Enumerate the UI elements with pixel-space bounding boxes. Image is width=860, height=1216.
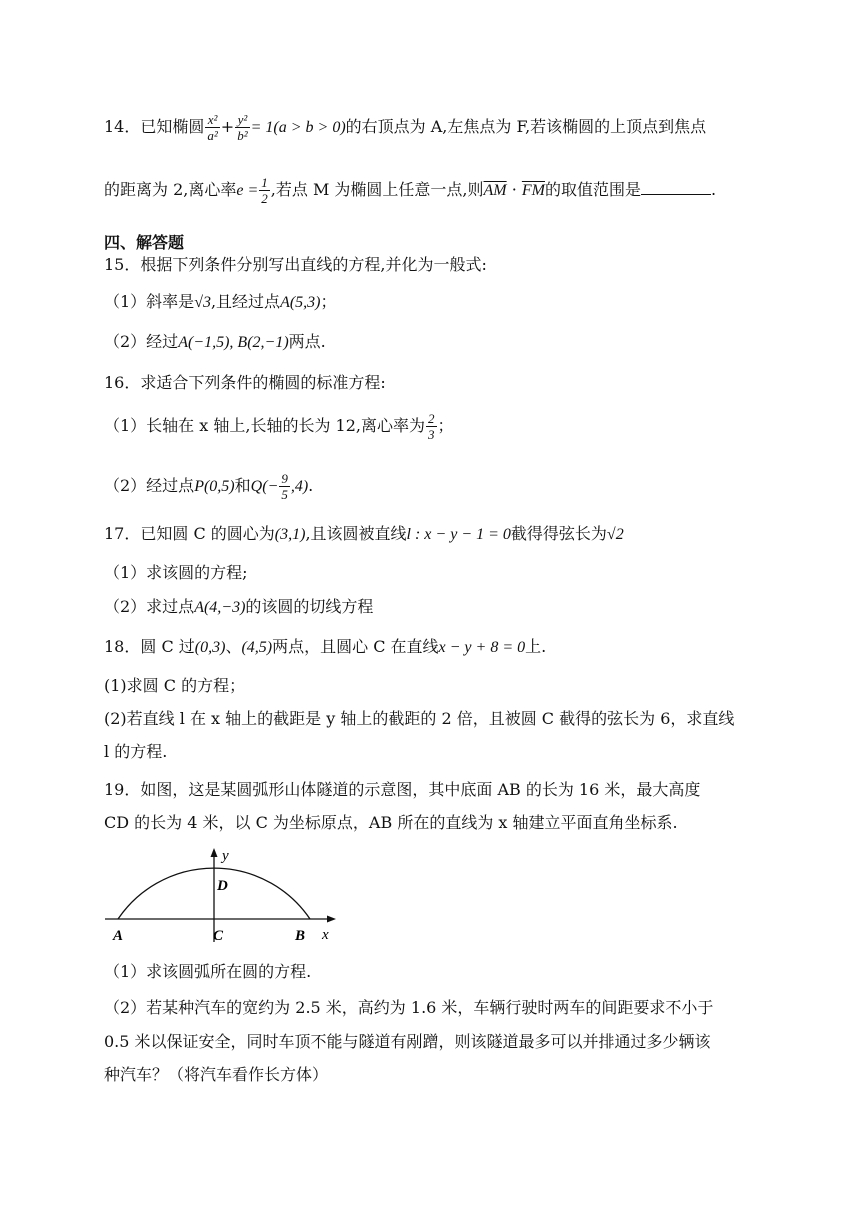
operator: + [220,117,235,136]
text: 截得得弦长为 [510,524,607,543]
problem-18-q2-line-1: (2)若直线 l 在 x 轴上的截距是 y 轴上的截距的 2 倍，且被圆 C 截得的弦长为 6，求直线 [104,709,735,728]
denominator: 5 [281,487,288,502]
denominator: 3 [428,427,435,442]
problem-18-stem [104,635,546,660]
math-expression: A(4,−3) [194,599,246,616]
math-expression: Q(− [250,478,279,495]
text: （1）斜率是 [104,292,195,311]
text: 的取值范围是 [544,180,641,199]
vector: $\overline{FM}$ [521,182,545,199]
text: ； [437,416,454,435]
math-expression: A(5,3) [280,294,321,311]
text: 的右顶点为 A,左焦点为 F,若该椭圆的上顶点到焦点 [345,117,707,136]
math-expression: P(0,5) [194,478,235,495]
text: . [308,476,314,495]
problem-17-stem [104,522,624,547]
tunnel-diagram [100,842,350,948]
math-expression: A(−1,5), B(2,−1) [178,334,289,351]
numerator: 1 [261,175,268,190]
problem-19-q1: （1）求该圆弧所在圆的方程. [104,962,312,981]
problem-19-q2-line-1: （2）若某种汽车的宽约为 2.5 米，高约为 1.6 米，车辆行驶时两车的间距要求不小于 [104,998,714,1017]
problem-15-q1 [104,290,337,315]
y-axis-arrow [211,848,218,857]
math-expression: (0,3) [194,639,226,656]
text: . [711,180,717,199]
text: 17．已知圆 C 的圆心为 [104,524,275,543]
denominator: b² [237,128,248,143]
problem-19-q2-line-2: 0.5 米以保证安全，同时车顶不能与隧道有剐蹭，则该隧道最多可以并排通过多少辆该 [104,1032,711,1051]
text: （2）经过 [104,332,179,351]
problem-14-line-2 [104,175,716,206]
problem-18-q2-line-2: l 的方程. [104,742,168,761]
problem-16-q2 [104,471,313,502]
label-d: D [217,878,228,894]
answer-blank [641,180,711,195]
section-heading: 四、解答题 [104,233,185,252]
label-y: y [222,848,229,864]
label-b: B [295,928,306,944]
math-expression: x − y + 8 = 0 [438,639,526,656]
math-expression: l : x − y − 1 = 0 [406,526,511,543]
text: ； [320,292,337,311]
numerator: y² [235,112,249,128]
math-expression: ,4) [290,478,309,495]
fraction [259,175,270,206]
math-expression: (3,1) [274,526,306,543]
fraction [279,471,290,502]
fraction [426,411,437,442]
problem-number: 14． [104,117,141,136]
label-c: C [213,928,224,944]
text: 的该圆的切线方程 [245,597,374,616]
problem-19-stem-line-2: CD 的长为 4 米，以 C 为坐标原点，AB 所在的直线为 x 轴建立平面直角坐标系. [104,813,678,832]
problem-17-q2 [104,595,373,620]
text: ,且经过点 [210,292,281,311]
math-expression: = 1(a > b > 0) [250,119,346,136]
math-expression: √2 [606,526,624,543]
text: 的距离为 2,离心率 [104,180,237,199]
math-expression: e = [236,182,259,199]
fraction [205,112,219,143]
x-axis-arrow [327,916,336,923]
text: （2）求过点 [104,597,195,616]
problem-17-q1: （1）求该圆的方程; [104,563,248,582]
text: 、 [225,637,242,656]
problem-18-q1: (1)求圆 C 的方程； [104,676,246,695]
problem-19-q2-line-3: 种汽车？（将汽车看作长方体） [104,1065,329,1084]
fraction [235,112,249,143]
text: （2）经过点 [104,476,195,495]
problem-15-stem: 15．根据下列条件分别写出直线的方程,并化为一般式: [104,255,487,274]
text: 上. [525,637,547,656]
text: ,且该圆被直线 [305,524,407,543]
problem-16-q1 [104,411,454,442]
math-expression: √3 [194,294,211,311]
label-x: x [322,927,329,943]
text: ,若点 M 为椭圆上任意一点,则 [270,180,484,199]
problem-14-line-1 [104,112,706,143]
text: 已知椭圆 [140,117,205,136]
problem-16-stem: 16．求适合下列条件的椭圆的标准方程: [104,373,386,392]
numerator: 9 [281,471,288,486]
problem-19-stem-line-1: 19．如图，这是某圆弧形山体隧道的示意图，其中底面 AB 的长为 16 米，最大高度 [104,780,701,799]
text: 两点. [288,332,326,351]
text: 18．圆 C 过 [104,637,195,656]
problem-15-q2 [104,330,326,355]
text: 两点，且圆心 C 在直线 [272,637,439,656]
numerator: x² [205,112,219,128]
denominator: 2 [261,191,268,206]
math-expression: (4,5) [241,639,273,656]
numerator: 2 [428,411,435,426]
label-a: A [113,928,124,944]
operator: · [506,180,522,199]
denominator: a² [207,128,218,143]
vector: $\overline{AM}$ [483,182,507,199]
text: 和 [234,476,251,495]
text: （1）长轴在 x 轴上,长轴的长为 12,离心率为 [104,416,425,435]
